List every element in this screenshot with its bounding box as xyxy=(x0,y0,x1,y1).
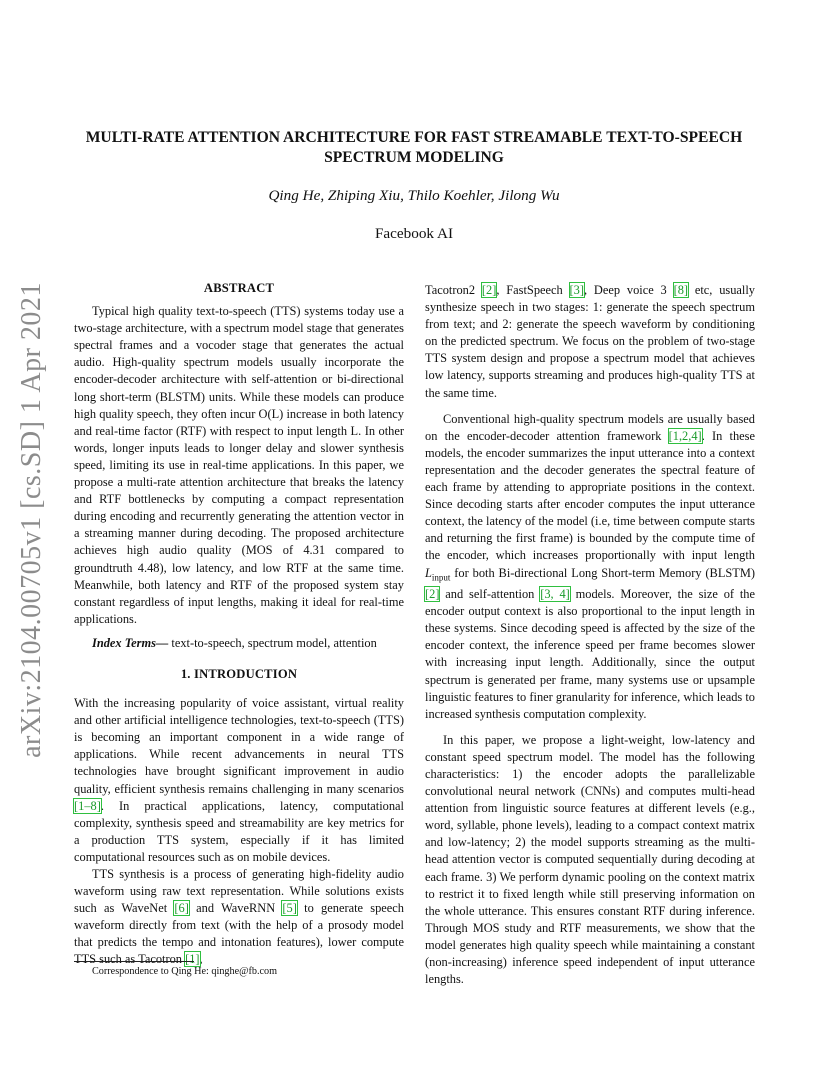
intro-p1-text-b: . In practical applications, latency, computational complexity, synthesis speed and streamability are key metrics for a production TTS system, especially if it has limited computational resources such as on mobile devices. xyxy=(74,798,404,864)
arxiv-identifier: arXiv:2104.00705v1 [cs.SD] 1 Apr 2021 xyxy=(16,282,47,758)
right-p2-text-e: models. Moreover, the size of the encoder output context is also proportional to the input length in these systems. Since decoding speed is affected by the size of the encoder context, the inference speed per frame becomes slower with increasing input length. Additionally, since the output spectrum is generated per frame, many systems use or upsample linguistic features to finer granularity for inference, which leads to increased synthesis computation complexity. xyxy=(425,587,755,721)
intro-paragraph-2 xyxy=(74,866,404,969)
citation-link[interactable]: [5] xyxy=(282,901,297,916)
right-p1-text-a: Tacotron2 xyxy=(425,283,482,297)
input-subscript: input xyxy=(431,571,451,582)
citation-link[interactable]: [2] xyxy=(481,283,497,297)
right-p2-text-b: . In these models, the encoder summarizes the input utterance into a context representation and the decoder generates the spectral feature of each frame by attending to appropriate positions in the context. Since decoding starts after encoder computes the input utterance context, the latency of the model (i.e, time between compute starts and returning the first frame) is bounded by the compute time of the encoder, which increases proportionally with input length xyxy=(425,428,756,563)
index-terms xyxy=(74,635,404,652)
intro-p2-text-a: TTS synthesis is a process of generating high-fidelity audio waveform using raw text representation. While solutions exists such as WaveNet xyxy=(74,867,404,916)
paper-title xyxy=(60,128,768,168)
intro-paragraph-1 xyxy=(74,695,404,866)
right-p2-text-c: for both Bi-directional Long Short-term Memory (BLSTM) xyxy=(450,565,755,580)
title-line-1: MULTI-RATE ATTENTION ARCHITECTURE FOR FAST STREAMABLE TEXT-TO-SPEECH xyxy=(85,129,743,146)
right-p1-text-d: etc, usually synthesize speech in two stages: 1: generate the speech spectrum from text; and 2: generate the speech waveform by conditioning on the predicted spectrum. We focus on the problem of two-stage TTS system design and propose a spectrum model that achieves low latency, supports streaming and produces high-quality TTS at the same time. xyxy=(425,283,755,400)
arxiv-sidebar xyxy=(4,280,60,760)
footnote: Correspondence to Qing He: qinghe@fb.com xyxy=(92,966,278,977)
intro-p2-text-c: to generate speech waveform directly from text (with the help of a prosody model that predicts the tempo and intonation features), lower compute TTS such as Tacotron xyxy=(74,901,404,967)
l-input-symbol xyxy=(425,566,432,580)
abstract-heading: ABSTRACT xyxy=(203,281,275,295)
citation-link[interactable]: [6] xyxy=(174,901,189,916)
abstract-text: Typical high quality text-to-speech (TTS) systems today use a two-stage architecture, with a spectrum model stage that generates spectral frames and a vocoder stage that generates the actual audio. High-quality spectrum models usually incorporate the encoder-decoder architecture with self-attention or bi-directional long short-term (BLSTM) units. While these models can produce high quality speech, they often incur O(L) increase in both latency and real-time factor (RTF) with respect to input length L. In other words, longer inputs leads to longer delay and slower synthesis speed, limiting its use in real-time applications. In this paper, we propose a multi-rate attention architecture that breaks the latency and RTF bottlenecks by computing a compact representation during encoding and recurrently generating the attention vector in a streaming manner during decoding. The proposed architecture achieves high audio quality (MOS of 4.31 compared to groundtruth 4.48), low latency, and low RTF at the same time. Meanwhile, both latency and RTF of the proposed system stay constant regardless of input lengths, making it ideal for real-time applications. xyxy=(74,304,404,626)
citation-link[interactable]: [1–8] xyxy=(74,798,101,813)
title-line-2: SPECTRUM MODELING xyxy=(324,149,504,166)
citation-link[interactable]: [3, 4] xyxy=(540,587,570,602)
intro-p1-text-a: With the increasing popularity of voice assistant, virtual reality and other artificial intelligence technologies, text-to-speech (TTS) is becoming an important component in a wide range of applications. While recent advancements in neural TTS technologies have brought significant improvement in audio quality, efficient synthesis remains challenging in many scenarios xyxy=(74,696,404,796)
author-list: Qing He, Zhiping Xiu, Thilo Koehler, Jilong Wu xyxy=(268,187,560,204)
right-paragraph-2 xyxy=(425,411,755,723)
right-p2-text-d: and self-attention xyxy=(439,587,541,602)
index-terms-text: text-to-speech, spectrum model, attention xyxy=(168,635,377,650)
left-column xyxy=(74,280,404,969)
right-p2-text-a: Conventional high-quality spectrum models are usually based on the encoder-decoder attention framework xyxy=(425,411,755,443)
index-terms-label: Index Terms— xyxy=(92,635,169,650)
right-p1-text-b: , FastSpeech xyxy=(496,283,570,297)
intro-p2-text-d: , xyxy=(199,952,203,967)
citation-link[interactable]: [3] xyxy=(569,283,584,297)
right-p1-text-c: , Deep voice 3 xyxy=(583,283,674,297)
l-symbol: L xyxy=(425,565,432,580)
citation-link[interactable]: [2] xyxy=(425,587,440,602)
introduction-heading: 1. INTRODUCTION xyxy=(180,666,298,681)
right-column xyxy=(425,282,755,988)
right-paragraph-3: In this paper, we propose a light-weight, low-latency and constant speed spectrum model. The model has the following characteristics: 1) the encoder adopts the parallelizable convolutional neural network (CNNs) and computes multi-head attention from linguistic source features at different levels (e.g., word, syllable, phone levels), leading to a compact context matrix and low-latency; 2) the model supports streaming as the multi-head attention vector is computed sequentially during decoding at each frame. 3) We perform dynamic pooling on the context matrix to restrict it to fixed length while still preserving information on the whole utterance. This ensures constant RTF during inference. Through MOS study and RTF measurements, we show that the model generates high quality speech while maintaining a constant (non-increasing) inference speed independent of input utterance lengths. xyxy=(425,732,755,987)
citation-link[interactable]: [1] xyxy=(185,952,200,967)
right-paragraph-1 xyxy=(425,282,755,402)
citation-link[interactable]: [8] xyxy=(673,283,689,297)
affiliation: Facebook AI xyxy=(374,225,454,242)
citation-link[interactable]: [1,2,4] xyxy=(668,428,702,443)
footnote-rule xyxy=(74,961,194,962)
intro-p2-text-b: and WaveRNN xyxy=(188,901,283,916)
